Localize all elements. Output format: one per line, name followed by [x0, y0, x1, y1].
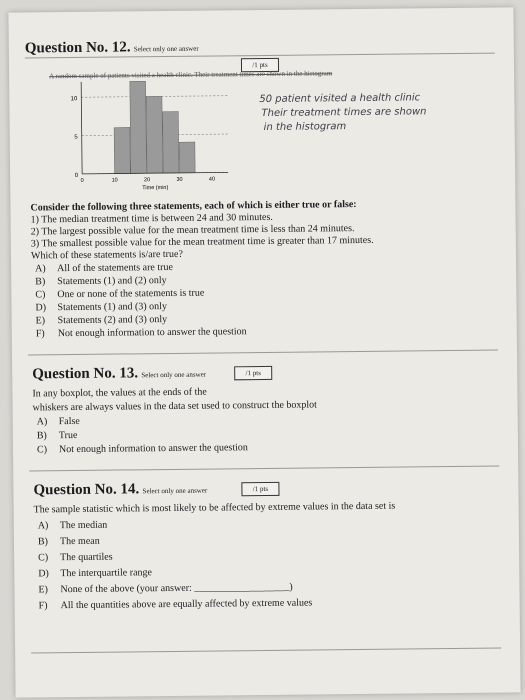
- divider-13-14: [29, 466, 499, 472]
- x-tick-label: 30: [176, 176, 183, 183]
- q12-title: Question No. 12.: [24, 39, 131, 57]
- q14-points-box: /1 pts: [241, 482, 279, 496]
- divider-12-13: [28, 350, 498, 356]
- q13-header: [32, 365, 206, 384]
- q14-header: [33, 481, 207, 500]
- histogram-bar: [179, 142, 195, 173]
- q13-title: Question No. 13.: [32, 365, 139, 383]
- q12-question: Which of these statements is/are true?: [30, 248, 183, 262]
- x-tick-label: 20: [143, 177, 151, 184]
- exam-page: [8, 7, 520, 697]
- y-axis: [81, 82, 82, 174]
- q12-stem: Consider the following three statements, each of which is either true or false:: [30, 199, 357, 214]
- q12-handwritten-line-1: 50 patient visited a health clinic: [259, 92, 421, 106]
- q14-option-f[interactable]: F) All the quantities above are equally affected by extreme values: [38, 597, 313, 612]
- histogram-bar: [146, 96, 163, 173]
- y-tick-label: 0: [74, 172, 79, 179]
- q12-points-box: /1 pts: [241, 58, 279, 72]
- x-tick-label: 0: [80, 177, 84, 184]
- histogram-chart: [57, 72, 238, 194]
- histogram-bar: [130, 81, 147, 173]
- q12-header: [25, 39, 199, 58]
- q12-option-c[interactable]: C) One or none of the statements is true: [35, 287, 205, 301]
- q12-statement-3: 3) The smallest possible value for the mean treatment time is greater than 17 minutes.: [30, 234, 374, 250]
- q13-instruction: Select only one answer: [141, 370, 207, 380]
- q12-instruction: Select only one answer: [133, 44, 199, 54]
- q14-stem: The sample statistic which is most likely to be affected by extreme values in the data set is: [33, 500, 396, 516]
- q12-statement-2: 2) The largest possible value for the mean treatment time is less than 24 minutes.: [30, 223, 355, 238]
- bottom-rule: [31, 648, 501, 654]
- histogram-bar: [163, 112, 179, 173]
- q14-title: Question No. 14.: [33, 481, 140, 499]
- q14-option-b[interactable]: B) The mean: [37, 535, 100, 548]
- q12-handwritten-line-3: in the histogram: [263, 121, 347, 133]
- q14-option-d[interactable]: D) The interquartile range: [38, 567, 152, 580]
- q12-option-d[interactable]: D) Statements (1) and (3) only: [35, 301, 167, 314]
- q14-option-a[interactable]: A) The median: [37, 519, 108, 532]
- y-tick-label: 5: [74, 134, 78, 141]
- q13-stem-line-2: whiskers are always values in the data set used to construct the boxplot: [32, 399, 317, 414]
- q12-option-b[interactable]: B) Statements (1) and (2) only: [35, 275, 167, 288]
- q12-statement-1: 1) The median treatment time is between 24 and 30 minutes.: [30, 211, 273, 226]
- q12-option-f[interactable]: F) Not enough information to answer the question: [35, 326, 247, 340]
- q14-option-c[interactable]: C) The quartiles: [38, 551, 113, 564]
- x-tick-label: 40: [208, 176, 216, 183]
- q13-option-c[interactable]: C) Not enough information to answer the question: [36, 442, 248, 456]
- x-axis-label: Time (min): [142, 184, 169, 192]
- q12-option-a[interactable]: A) All of the statements are true: [35, 261, 173, 275]
- q13-option-a[interactable]: A) False: [36, 415, 80, 428]
- q14-option-e[interactable]: E) None of the above (your answer: ___________________): [38, 581, 293, 596]
- histogram-bar: [114, 127, 130, 173]
- q12-struck-intro: A random sample of patients visited a health clinic. Their treatment times are shown in the histogram: [49, 69, 333, 81]
- x-tick-label: 10: [111, 177, 118, 184]
- q13-stem-line-1: In any boxplot, the values at the ends of the: [32, 386, 207, 400]
- q12-option-e[interactable]: E) Statements (2) and (3) only: [35, 314, 168, 327]
- y-tick-label: 10: [70, 96, 78, 103]
- q14-instruction: Select only one answer: [142, 486, 208, 496]
- q13-option-b[interactable]: B) True: [36, 429, 78, 442]
- q12-handwritten-line-2: Their treatment times are shown: [261, 106, 427, 120]
- q13-points-box: /1 pts: [234, 366, 272, 380]
